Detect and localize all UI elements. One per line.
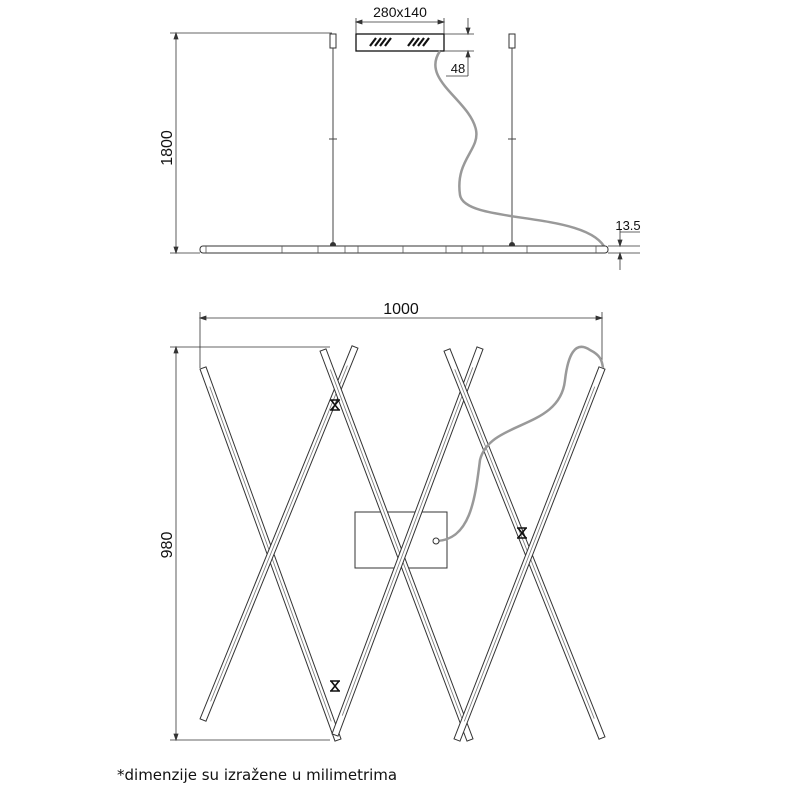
- canopy-box: [356, 34, 444, 51]
- total-depth-label: 980: [159, 531, 176, 559]
- units-footnote: *dimenzije su izražene u milimetrima: [117, 766, 398, 784]
- light-rod-led-strip: [455, 369, 595, 718]
- suspension-cable-left: [329, 34, 337, 248]
- canopy-width-dimension: [356, 18, 444, 34]
- hanging-height-label: 1800: [159, 130, 176, 166]
- cable-entry-point: [433, 538, 439, 544]
- depth-980-dimension: [170, 347, 330, 740]
- connector-bracket: [330, 681, 340, 691]
- canopy-size-label: 280x140: [373, 4, 427, 20]
- power-cable-side: [435, 51, 606, 250]
- total-width-label: 1000: [383, 301, 419, 318]
- top-view: [170, 312, 605, 741]
- bar-thickness-dimension: [608, 230, 640, 270]
- bar-thickness-label: 13.5: [615, 218, 641, 233]
- side-view: [170, 18, 640, 270]
- light-rod-led-strip: [211, 366, 348, 702]
- canopy-height-label: 48: [450, 61, 466, 76]
- light-bar-side: [200, 246, 608, 253]
- width-1000-dimension: [200, 312, 602, 368]
- height-1800-dimension: [170, 33, 332, 253]
